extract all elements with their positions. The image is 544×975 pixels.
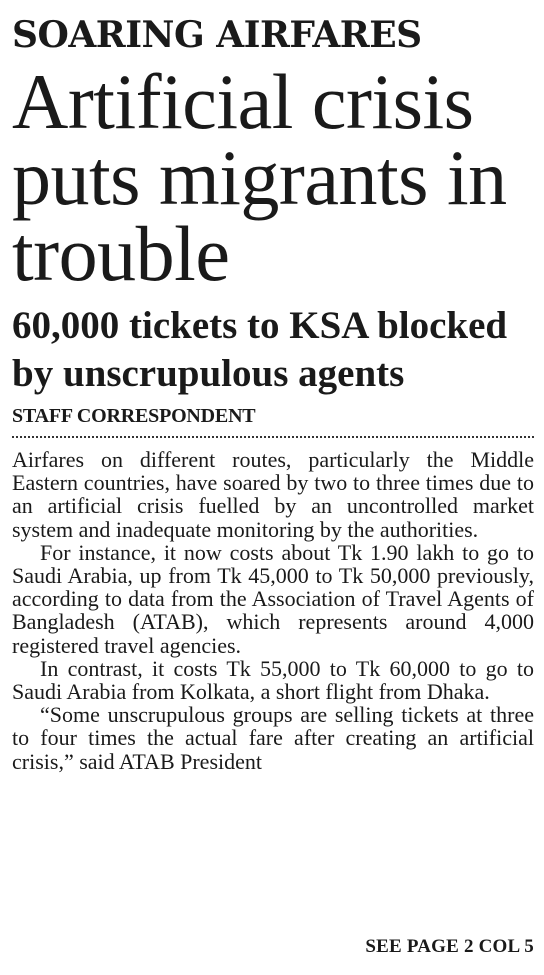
paragraph: Airfares on different routes, particularly the Middle Eastern countries, have soared by two to three times due to an artificial crisis fuelled by an uncontrolled market system and inadequate monitoring by the authorities. (12, 447, 534, 542)
article-body (12, 448, 534, 773)
headline: Artificial crisis puts migrants in trouble (12, 58, 507, 297)
byline: STAFF CORRESPONDENT (12, 405, 256, 427)
paragraph: For instance, it now costs about Tk 1.90 lakh to go to Saudi Arabia, up from Tk 45,000 to Tk 50,000 previously, according to data from the Association of Travel Agents of Bangladesh (ATAB), which represents around 4,000 registered travel agencies. (12, 539, 534, 658)
kicker: SOARING AIRFARES (12, 14, 422, 56)
paragraph: In contrast, it costs Tk 55,000 to Tk 60,000 to go to Saudi Arabia from Kolkata, a short flight from Dhaka. (12, 655, 534, 705)
news-article (12, 14, 534, 773)
continuation-link[interactable]: SEE PAGE 2 COL 5 (365, 936, 534, 957)
paragraph: “Some unscrupulous groups are selling tickets at three to four times the actual fare after creating an artificial crisis,” said ATAB President (12, 702, 534, 774)
dotted-divider (12, 436, 534, 438)
subheadline: 60,000 tickets to KSA blocked by unscrupulous agents (12, 304, 508, 395)
